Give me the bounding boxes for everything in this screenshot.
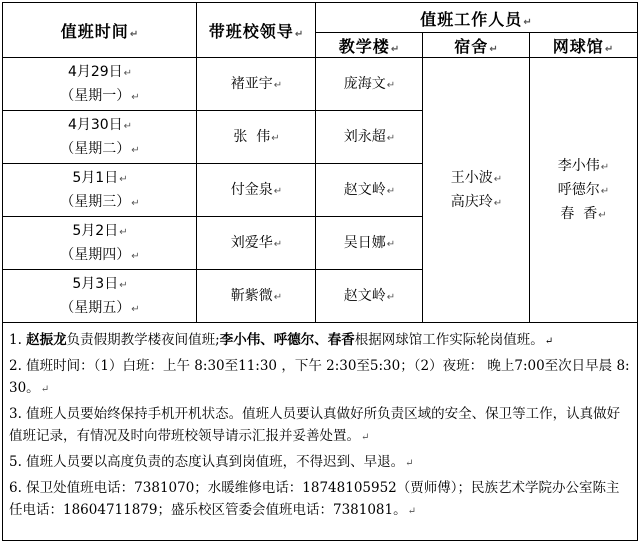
note-1: 1. 赵振龙负责假期教学楼夜间值班;李小伟、呼德尔、春香根据网球馆工作实际轮岗值班。↵: [9, 332, 554, 348]
header-staff: 值班工作人员↵: [420, 9, 533, 29]
grid-line: [316, 32, 637, 33]
header-dorm: 宿舍↵: [454, 37, 499, 56]
table-row-building: 赵文岭↵: [343, 181, 396, 198]
notes-section: [3, 323, 637, 540]
dorm-staff-cell: 王小波↵ 高庆玲↵: [450, 169, 503, 210]
grid-line: [529, 33, 530, 323]
header-leader: 带班校领导↵: [208, 22, 305, 41]
table-row-building: 庞海文↵: [343, 75, 396, 92]
header-building: 教学楼↵: [338, 37, 401, 56]
table-row-leader: 靳紫微↵: [230, 287, 283, 304]
table-row-building: 赵文岭↵: [343, 287, 396, 304]
table-row-date: 5月3日↵ （星期五）↵: [60, 275, 140, 316]
table-row-date: 4月30日↵ （星期二）↵: [60, 116, 140, 157]
note-3: 3. 值班人员要始终保持手机开机状态。值班人员要认真做好所负责区域的安全、保卫等工作，认真做好值班记录，有情况及时向带班校领导请示汇报并妥善处置。↵: [9, 406, 621, 444]
table-row-date: 5月1日↵ （星期三）↵: [60, 169, 140, 210]
table-row-leader: 付金泉↵: [230, 181, 283, 198]
gym-staff-cell: 李小伟↵ 呼德尔↵ 春 香↵: [557, 157, 610, 222]
table-row-date: 4月29日↵ （星期一）↵: [60, 63, 140, 104]
note-2: 2. 值班时间：（1）白班：上午 8:30至11:30 ，下午 2:30至5:30；（2）夜班： 晚上7:00至次日早晨 8:30。↵: [9, 358, 630, 396]
grid-line: [422, 33, 423, 323]
duty-schedule-table: [2, 2, 638, 541]
grid-line: [3, 216, 423, 217]
table-row-leader: 刘爱华↵: [230, 234, 283, 251]
table-row-leader: 张 伟↵: [233, 128, 280, 145]
note-6: 6. 保卫处值班电话：7381070；水暖维修电话：18748105952（贾师傅）；民族艺术学院办公室陈主任电话：18604711879；盛乐校区管委会值班电话：7381081。↵: [9, 480, 620, 518]
header-gym: 网球馆↵: [552, 37, 615, 56]
table-row-leader: 褚亚宇↵: [230, 75, 283, 92]
table-row-building: 吴日娜↵: [343, 234, 396, 251]
table-row-date: 5月2日↵ （星期四）↵: [60, 222, 140, 263]
grid-line: [3, 163, 423, 164]
grid-line: [3, 269, 423, 270]
note-5: 5. 值班人员要以高度负责的态度认真到岗值班，不得迟到、早退。↵: [9, 454, 414, 470]
table-row-building: 刘永超↵: [343, 128, 396, 145]
grid-line: [3, 57, 637, 58]
grid-line: [3, 110, 423, 111]
header-duty-time: 值班时间↵: [60, 22, 140, 41]
